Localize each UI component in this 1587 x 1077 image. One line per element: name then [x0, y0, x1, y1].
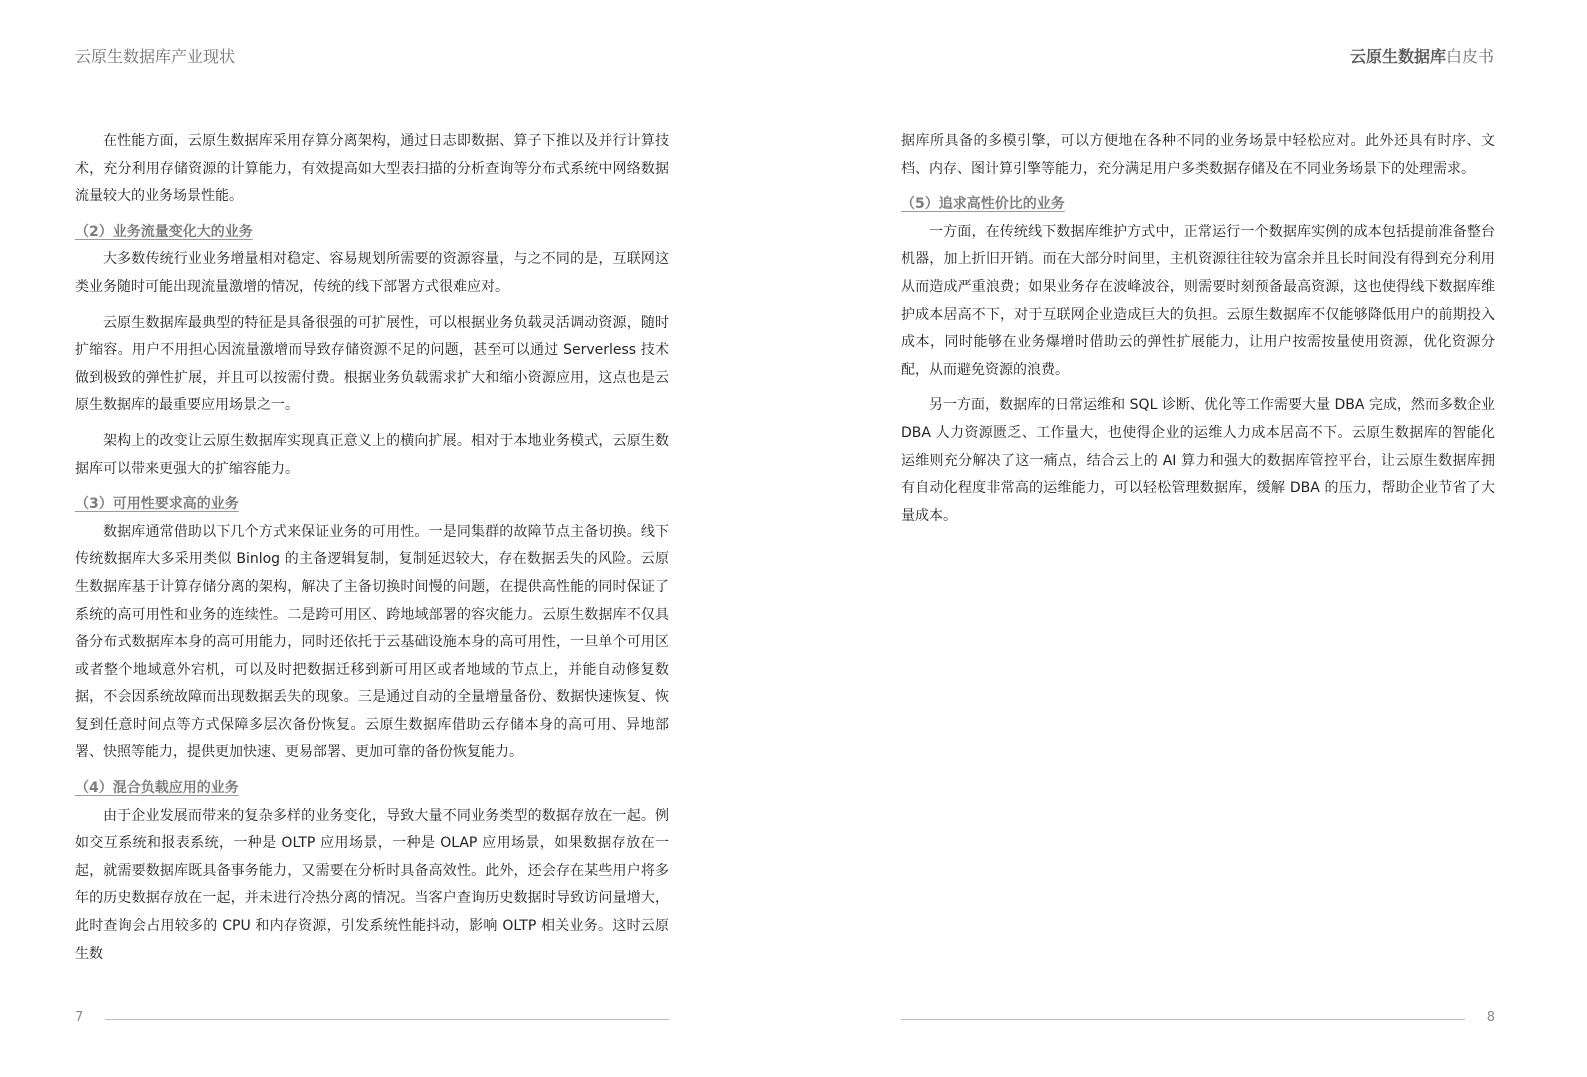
footer-rule [105, 1019, 669, 1020]
running-header: 云原生数据库产业现状 [75, 47, 236, 66]
footer-rule [901, 1019, 1465, 1020]
paragraph: 另一方面，数据库的日常运维和 SQL 诊断、优化等工作需要大量 DBA 完成，然而多数企业 DBA 人力资源匮乏、工作量大，也使得企业的运维人力成本居高不下。云原生数据库的智能化运维则充分解决了这一痛点，结合云上的 AI 算力和强大的数据库管控平台，让云原生数据库拥有自动化程度非常高的运维能力，可以轻松管理数据库，缓解 DBA 的压力，帮助企业节省了大量成本。 [901, 397, 1495, 524]
section-heading: （3）可用性要求高的业务 [75, 496, 239, 513]
right-page [793, 0, 1587, 1077]
paragraph: 一方面，在传统线下数据库维护方式中，正常运行一个数据库实例的成本包括提前准备整台机器，加上折旧开销。而在大部分时间里，主机资源往往较为富余并且长时间没有得到充分利用从而造成严重浪费；如果业务存在波峰波谷，则需要时刻预备最高资源，这也使得线下数据库维护成本居高不下，对于互联网企业造成巨大的负担。云原生数据库不仅能够降低用户的前期投入成本，同时能够在业务爆增时借助云的弹性扩展能力，让用户按需按量使用资源，优化资源分配，从而避免资源的浪费。 [901, 223, 1495, 378]
page-body [75, 128, 669, 976]
page-number: 7 [75, 1010, 84, 1025]
page-number: 8 [1486, 1010, 1495, 1025]
paragraph: 架构上的改变让云原生数据库实现真正意义上的横向扩展。相对于本地业务模式，云原生数据库可以带来更强大的扩缩容能力。 [75, 432, 669, 477]
page-body [901, 128, 1495, 538]
running-header-bold: 云原生数据库 [1349, 47, 1446, 66]
section-heading: （4）混合负载应用的业务 [75, 780, 239, 797]
paragraph: 据库所具备的多模引擎，可以方便地在各种不同的业务场景中轻松应对。此外还具有时序、文档、内存、图计算引擎等能力，充分满足用户多类数据存储及在不同业务场景下的处理需求。 [901, 133, 1495, 177]
paragraph: 在性能方面，云原生数据库采用存算分离架构，通过日志即数据、算子下推以及并行计算技术，充分利用存储资源的计算能力，有效提高如大型表扫描的分析查询等分布式系统中网络数据流量较大的业务场景性能。 [75, 133, 669, 205]
paragraph: 云原生数据库最典型的特征是具备很强的可扩展性，可以根据业务负载灵活调动资源，随时扩缩容。用户不用担心因流量激增而导致存储资源不足的问题，甚至可以通过 Serverless 技术做到极致的弹性扩展，并且可以按需付费。根据业务负载需求扩大和缩小资源应用，这点也是云原生数据库的最重要应用场景之一。 [75, 314, 669, 414]
running-header-rest: 白皮书 [1445, 47, 1494, 66]
paragraph: 由于企业发展而带来的复杂多样的业务变化，导致大量不同业务类型的数据存放在一起。例如交互系统和报表系统，一种是 OLTP 应用场景，一种是 OLAP 应用场景，如果数据存放在一起，就需要数据库既具备事务能力，又需要在分析时具备高效性。此外，还会存在某些用户将多年的历史数据存放在一起，并未进行冷热分离的情况。当客户查询历史数据时导致访问量增大，此时查询会占用较多的 CPU 和内存资源，引发系统性能抖动，影响 OLTP 相关业务。这时云原生数 [75, 807, 669, 962]
paragraph: 数据库通常借助以下几个方式来保证业务的可用性。一是同集群的故障节点主备切换。线下传统数据库大多采用类似 Binlog 的主备逻辑复制，复制延迟较大，存在数据丢失的风险。云原生数据库基于计算存储分离的架构，解决了主备切换时间慢的问题，在提供高性能的同时保证了系统的高可用性和业务的连续性。二是跨可用区、跨地域部署的容灾能力。云原生数据库不仅具备分布式数据库本身的高可用能力，同时还依托于云基础设施本身的高可用性，一旦单个可用区或者整个地域意外宕机，可以及时把数据迁移到新可用区或者地域的节点上，并能自动修复数据，不会因系统故障而出现数据丢失的现象。三是通过自动的全量增量备份、数据快速恢复、恢复到任意时间点等方式保障多层次备份恢复。云原生数据库借助云存储本身的高可用、异地部署、快照等能力，提供更加快速、更易部署、更加可靠的备份恢复能力。 [75, 523, 669, 761]
left-page [0, 0, 793, 1077]
paragraph: 大多数传统行业业务增量相对稳定、容易规划所需要的资源容量，与之不同的是，互联网这类业务随时可能出现流量激增的情况，传统的线下部署方式很难应对。 [75, 251, 669, 295]
section-heading: （5）追求高性价比的业务 [901, 196, 1065, 213]
running-header [1350, 44, 1494, 67]
page-footer [901, 1011, 1495, 1027]
section-heading: （2）业务流量变化大的业务 [75, 223, 253, 240]
page-footer [75, 1011, 669, 1027]
